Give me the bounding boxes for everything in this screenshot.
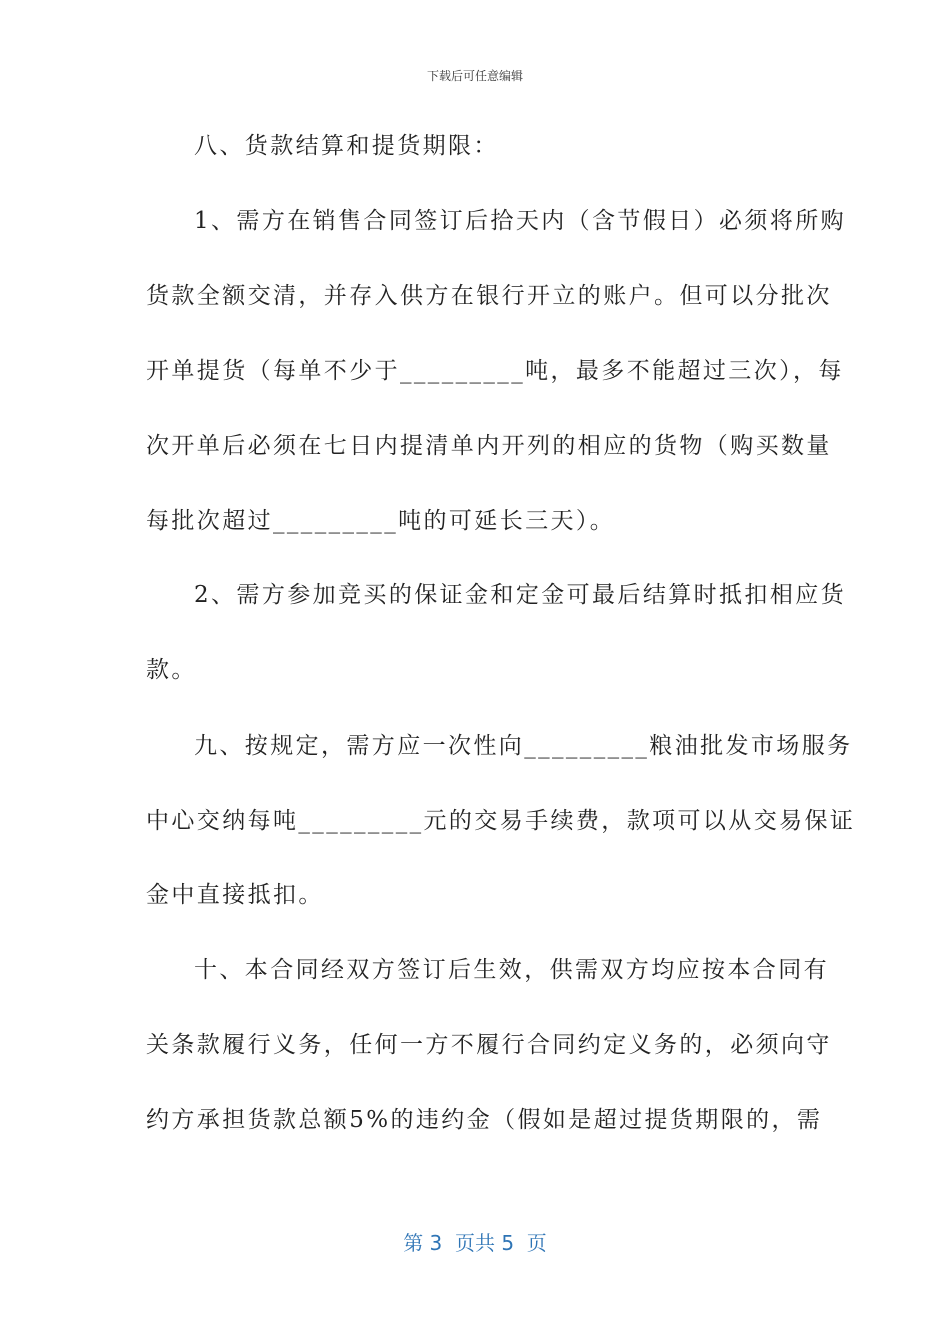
header-note: 下载后可任意编辑 — [426, 69, 523, 83]
paragraph-line: 1、需方在销售合同签订后拾天内（含节假日）必须将所购 — [194, 208, 847, 234]
paragraph-line: 每批次超过_________吨的可延长三天）。 — [146, 508, 616, 534]
paragraph-line: 货款全额交清，并存入供方在银行开立的账户。但可以分批次 — [146, 283, 832, 309]
paragraph-line: 次开单后必须在七日内提清单内开列的相应的货物（购买数量 — [146, 433, 832, 459]
section-10-line: 十、本合同经双方签订后生效，供需双方均应按本合同有 — [194, 957, 829, 983]
paragraph-line: 约方承担货款总额5%的违约金（假如是超过提货期限的，需 — [146, 1107, 823, 1133]
section-8-heading: 八、货款结算和提货期限： — [194, 133, 499, 159]
paragraph-line: 中心交纳每吨_________元的交易手续费，款项可以从交易保证 — [146, 808, 856, 834]
paragraph-line: 关条款履行义务，任何一方不履行合同约定义务的，必须向守 — [146, 1032, 832, 1058]
section-9-line: 九、按规定，需方应一次性向_________粮油批发市场服务 — [194, 733, 853, 759]
paragraph-line: 2、需方参加竞买的保证金和定金可最后结算时抵扣相应货 — [194, 582, 847, 608]
paragraph-line: 金中直接抵扣。 — [146, 882, 324, 908]
paragraph-line: 款。 — [146, 657, 197, 683]
page-number-footer: 第 3 页共 5 页 — [403, 1231, 547, 1255]
paragraph-line: 开单提货（每单不少于_________吨，最多不能超过三次），每 — [146, 358, 844, 384]
